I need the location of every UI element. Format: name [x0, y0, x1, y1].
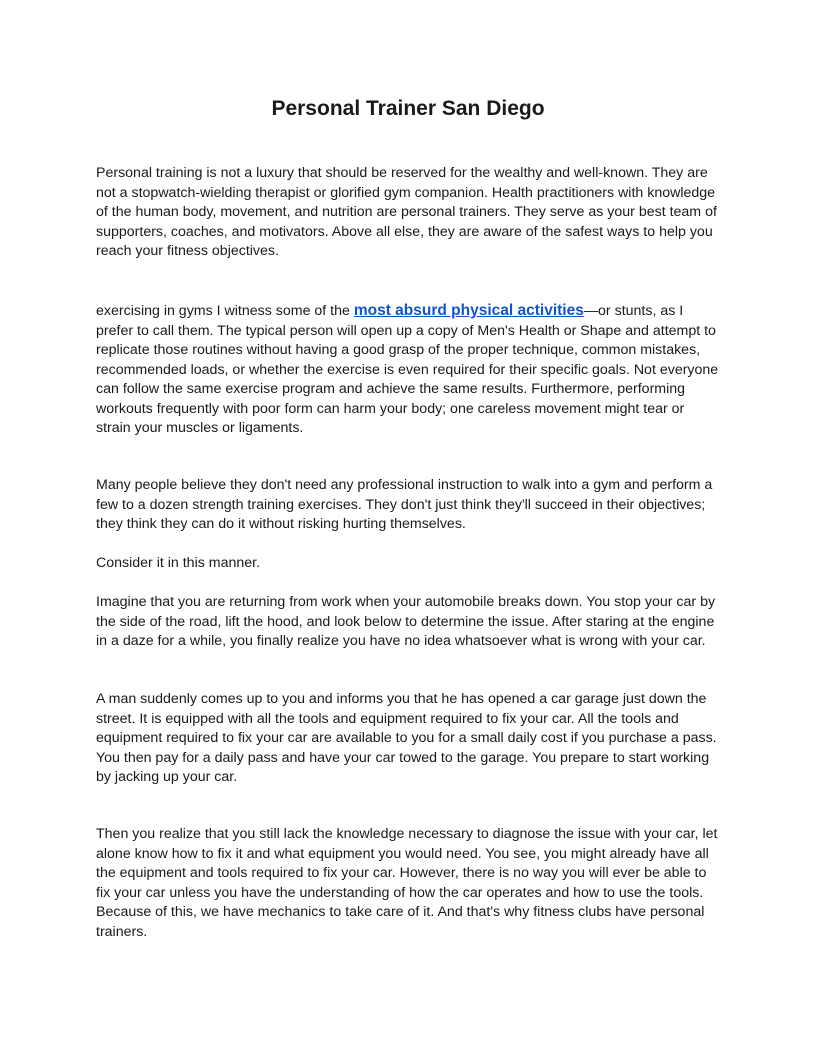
paragraph-car-breakdown: Imagine that you are returning from work when your automobile breaks down. You stop your car by the side of the road, lift the hood, and look below to determine the issue. After staring at the engine in a daze for a while, you finally realize you have no idea whatsoever what is wrong with your car.: [96, 594, 716, 649]
paragraph-garage: A man suddenly comes up to you and informs you that he has opened a car garage just down the street. It is equipped with all the tools and equipment required to fix your car. All the tools and equipment required to fix your car are available to you for a small daily cost if you purchase a pass. You then pay for a daily pass and have your car towed to the garage. You prepare to start working by jacking up your car.: [96, 691, 717, 785]
paragraph-intro: Personal training is not a luxury that should be reserved for the wealthy and well-known. They are not a stopwatch-wielding therapist or glorified gym companion. Health practitioners with knowledge of the human body, movement, and nutrition are personal trainers. They serve as your best team of supporters, coaches, and motivators. Above all else, they are aware of the safest ways to help you reach your fitness objectives.: [96, 165, 717, 259]
paragraph-text-after-link: —or stunts, as I prefer to call them. The typical person will open up a copy of Men's Health or Shape and attempt to replicate those routines without having a good grasp of the proper technique, common mistakes, recommended loads, or whether the exercise is even required for their specific goals. Not everyone can follow the same exercise program and achieve the same results. Furthermore, performing workouts frequently with poor form can harm your body; one careless movement might tear or strain your muscles or ligaments.: [96, 303, 719, 436]
paragraph-beliefs: Many people believe they don't need any professional instruction to walk into a gym and perform a few to a dozen strength training exercises. They don't just think they'll succeed in their objectives; they think they can do it without risking hurting themselves.: [96, 477, 713, 532]
paragraph-consider: Consider it in this manner.: [96, 555, 261, 571]
paragraph-gym-stunts: [96, 301, 722, 439]
page-title: Personal Trainer San Diego: [271, 97, 545, 120]
paragraph-conclusion: Then you realize that you still lack the knowledge necessary to diagnose the issue with your car, let alone know how to fix it and what equipment you would need. You see, you might already have all the equipment and tools required to fix your car. However, there is no way you will ever be able to fix your car unless you have the understanding of how the car operates and how to use the tools. Because of this, we have mechanics to take care of it. And that's why fitness clubs have personal trainers.: [96, 826, 718, 940]
absurd-activities-link[interactable]: most absurd physical activities: [353, 302, 584, 319]
paragraph-text-before-link: exercising in gyms I witness some of the: [96, 303, 354, 319]
